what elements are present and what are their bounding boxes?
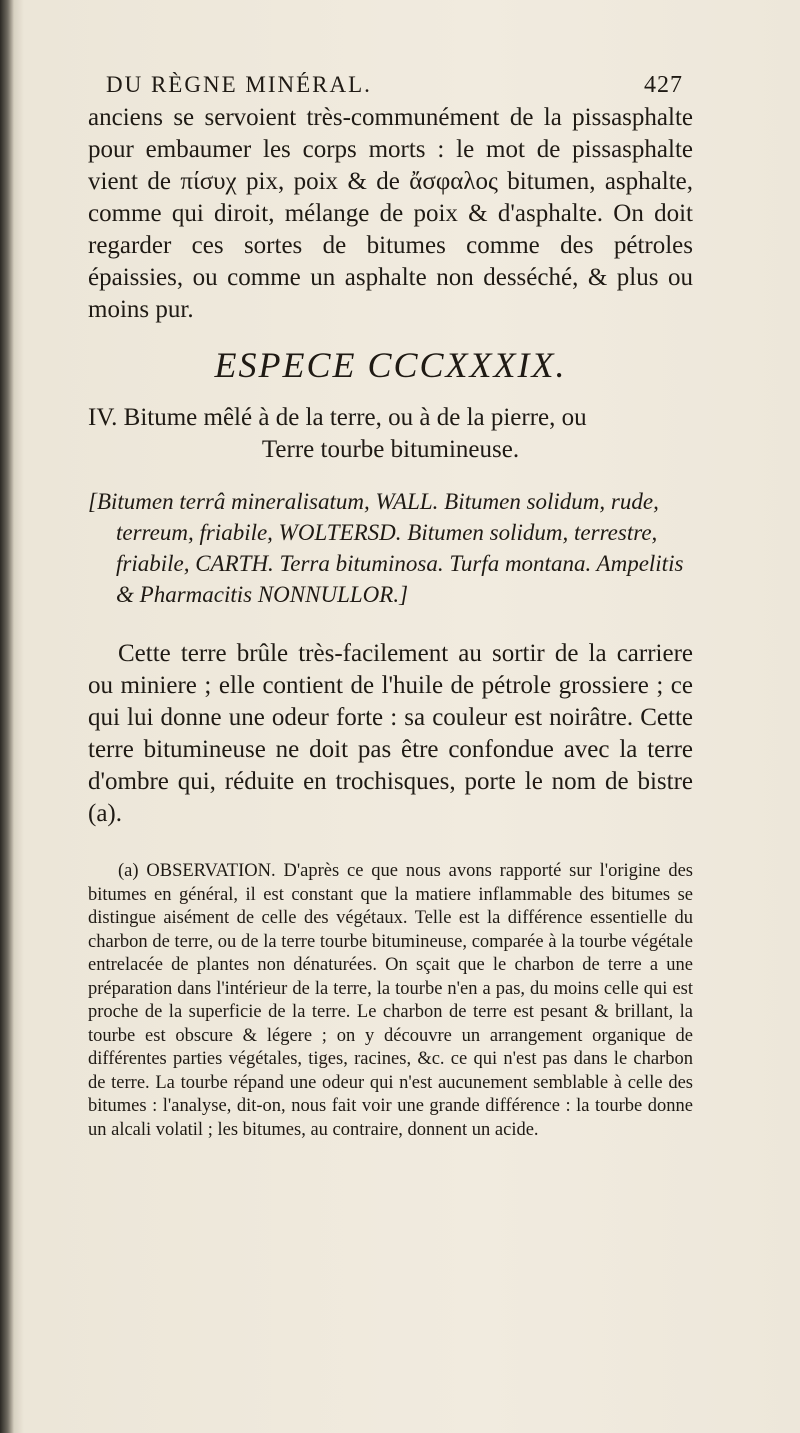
paragraph-1: anciens se servoient très-communément de la pissasphalte pour embaumer les corps morts : le mot de pissasphalte vient de πίσυχ pix, poix & de ἄσφαλος bitumen, asphalte, comme qui diroit, mélange de poix & d'asphalte. On doit regarder ces sortes de bitumes comme des pétroles épaissies, ou comme un asphalte non desséché, & plus ou moins pur. xyxy=(88,104,693,323)
page-content xyxy=(88,72,693,1142)
paragraph-2: Cette terre brûle très-facilement au sortir de la carriere ou miniere ; elle contient de l'huile de pétrole grossiere ; ce qui lui donne une odeur forte : sa couleur est noirâtre. Cette terre bitumineuse ne doit pas être confondue avec la terre d'ombre qui, réduite en trochisques, porte le nom de bistre (a). xyxy=(88,640,693,827)
species-title-line-2: Terre tourbe bitumineuse. xyxy=(261,436,520,463)
running-head-title: DU RÈGNE MINÉRAL. xyxy=(106,72,372,97)
species-title xyxy=(88,402,693,466)
species-heading: ESPECE CCCXXXIX. xyxy=(214,345,567,385)
page-number: 427 xyxy=(644,72,683,98)
species-title-line-1: IV. Bitume mêlé à de la terre, ou à de la pierre, ou xyxy=(88,404,587,431)
footnote: (a) OBSERVATION. D'après ce que nous avons rapporté sur l'origine des bitumes en général, il est constant que la matiere inflammable des bitumes se distingue aisément de celle des végétaux. Telle est la différence essentielle du charbon de terre, ou de la terre tourbe bitumineuse, comparée à la tourbe végétale entrelacée de plantes non dénaturées. On sçait que le charbon de terre a une préparation dans l'intérieur de la terre, la tourbe n'en a pas, du moins celle qui est proche de la superficie de la terre. Le charbon de terre est pesant & brillant, la tourbe est obscure & légere ; on y découvre un arrangement organique de différentes parties végétales, tiges, racines, &c. ce qui n'est pas dans le charbon de terre. La tourbe répand une odeur qui n'est aucunement semblable à celle des bitumes : l'analyse, dit-on, nous fait voir une grande différence : la tourbe donne un alcali volatil ; les bitumes, au contraire, donnent un acide. xyxy=(88,861,693,1140)
page-binding-shadow xyxy=(0,0,14,1433)
running-head xyxy=(106,72,693,102)
synonyms-block: [Bitumen terrâ mineralisatum, WALL. Bitumen solidum, rude, terreum, friabile, WOLTERSD. Bitumen solidum, terrestre, friabile, CARTH. Terra bituminosa. Turfa montana. Ampelitis & Pharmacitis NONNULLOR.] xyxy=(88,489,684,607)
